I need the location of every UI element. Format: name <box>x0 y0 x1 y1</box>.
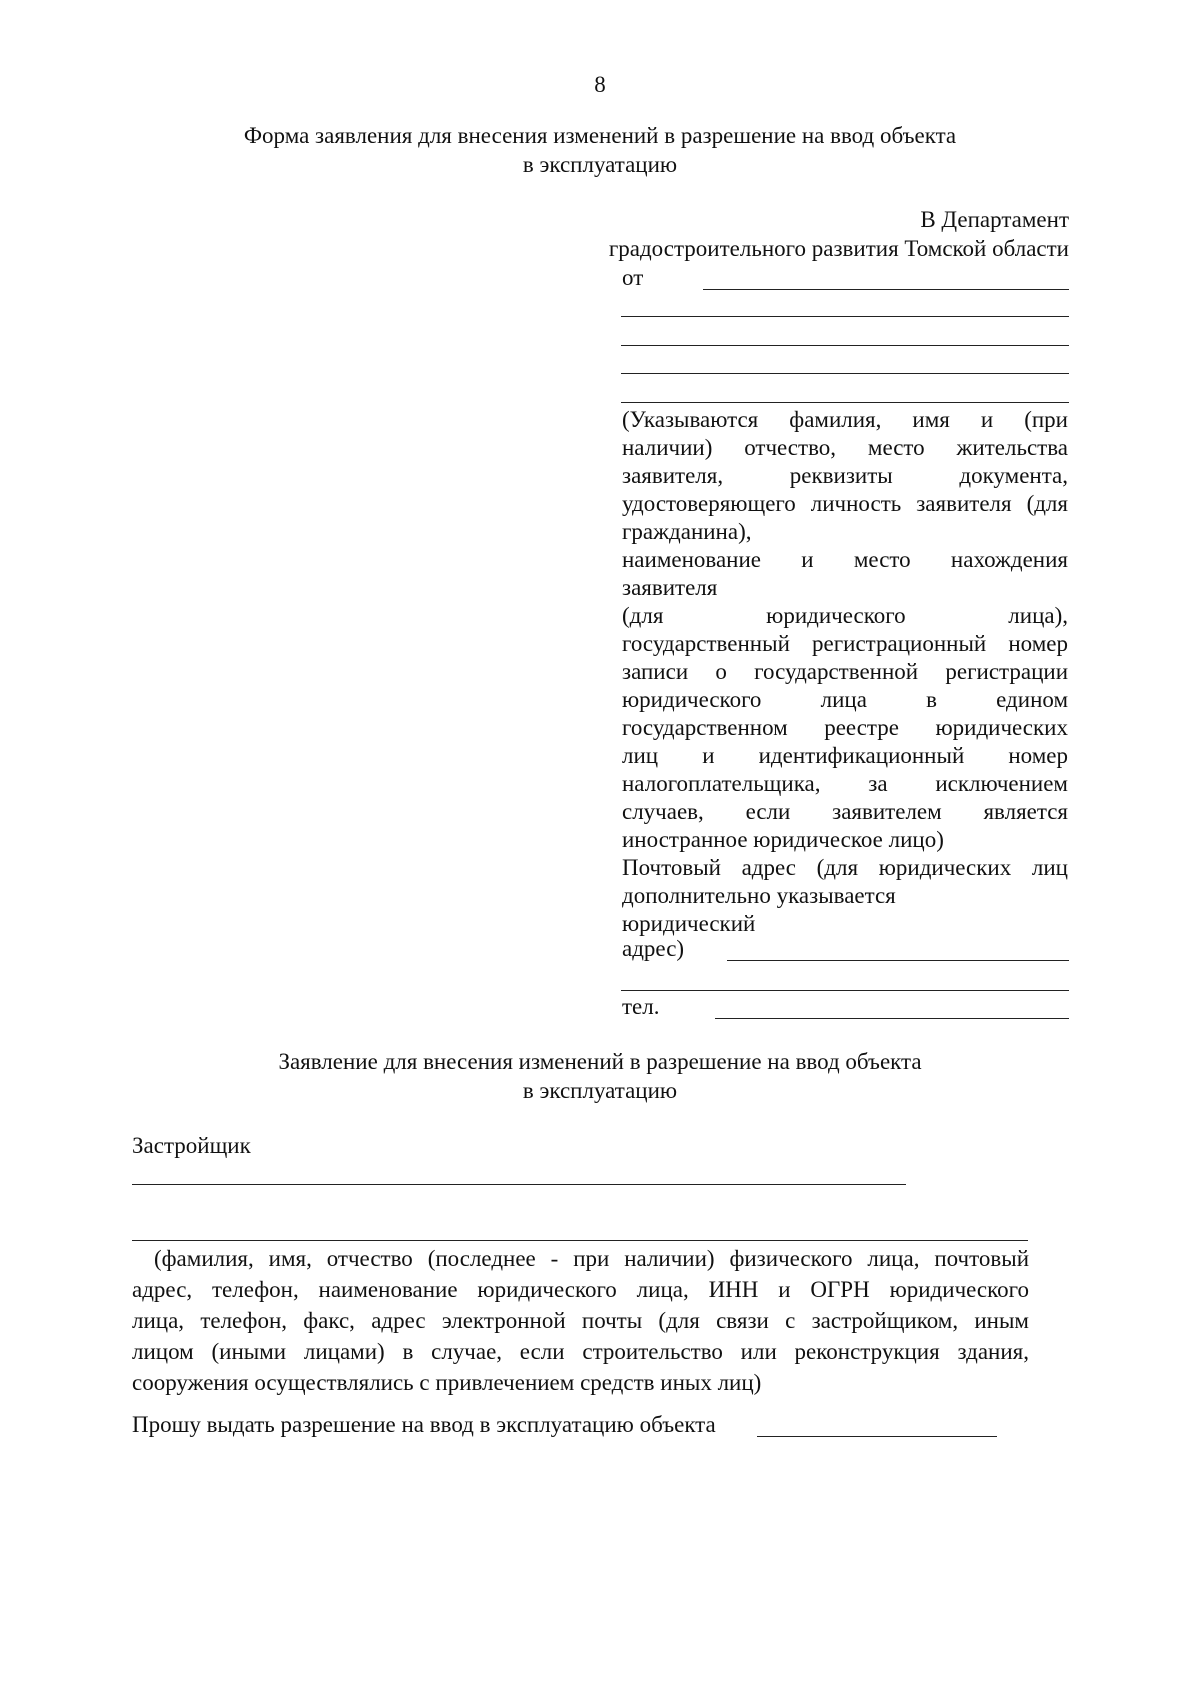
developer-note-line: адрес, телефон, наименование юридического лица, ИНН и ОГРН юридического <box>132 1277 1029 1302</box>
applicant-note-line: случаев, если заявителем является <box>622 799 1068 824</box>
applicant-note-line: государственный регистрационный номер <box>622 631 1068 656</box>
applicant-note-line: заявителя, реквизиты документа, <box>622 463 1068 488</box>
developer-field-line-1[interactable] <box>132 1184 906 1185</box>
applicant-blank-line-3[interactable] <box>621 373 1069 374</box>
from-label: от <box>622 265 644 290</box>
applicant-note-line: лиц и идентификационный номер <box>622 743 1068 768</box>
applicant-note-line: (Указываются фамилия, имя и (при <box>622 407 1068 432</box>
statement-title-line2: в эксплуатацию <box>522 1078 678 1103</box>
applicant-note-line: удостоверяющего личность заявителя (для <box>622 491 1068 516</box>
from-field-line[interactable] <box>703 289 1069 290</box>
applicant-note-line: наличии) отчество, место жительства <box>622 435 1068 460</box>
address-field-line[interactable] <box>727 960 1069 961</box>
applicant-note-line: (для юридического лица), <box>622 603 1068 628</box>
applicant-note-line: гражданина), <box>622 519 752 544</box>
developer-note <box>132 1243 1029 1398</box>
page-number: 8 <box>594 72 606 97</box>
phone-field-line[interactable] <box>715 1018 1069 1019</box>
applicant-note-line: заявителя <box>622 575 718 600</box>
object-field-line[interactable] <box>757 1436 997 1437</box>
form-title-line2: в эксплуатацию <box>522 152 678 177</box>
phone-label: тел. <box>622 994 660 1019</box>
developer-note-line: сооружения осуществлялись с привлечением средств иных лиц) <box>132 1370 762 1395</box>
applicant-blank-line-4[interactable] <box>621 402 1069 403</box>
developer-label: Застройщик <box>132 1133 251 1158</box>
applicant-note-line: Почтовый адрес (для юридических лиц <box>622 855 1068 880</box>
applicant-note-line: налогоплательщика, за исключением <box>622 771 1068 796</box>
applicant-note-line: записи о государственной регистрации <box>622 659 1068 684</box>
address-label: адрес) <box>622 936 685 961</box>
applicant-note <box>622 406 1068 938</box>
applicant-blank-line-1[interactable] <box>621 316 1069 317</box>
applicant-note-line: юридического лица в едином <box>622 687 1068 712</box>
statement-title-line1: Заявление для внесения изменений в разрешение на ввод объекта <box>278 1049 922 1074</box>
applicant-note-line: наименование и место нахождения <box>622 547 1068 572</box>
applicant-note-line: иностранное юридическое лицо) <box>622 827 944 852</box>
address-blank-line[interactable] <box>621 990 1069 991</box>
applicant-note-line: юридический <box>622 911 756 936</box>
applicant-note-line: государственном реестре юридических <box>622 715 1068 740</box>
addressee-line1: В Департамент <box>920 207 1069 232</box>
applicant-note-line: дополнительно указывается <box>622 883 896 908</box>
form-title-line1: Форма заявления для внесения изменений в разрешение на ввод объекта <box>243 123 957 148</box>
applicant-blank-line-2[interactable] <box>621 345 1069 346</box>
developer-note-line: лицом (иными лицами) в случае, если строительство или реконструкция здания, <box>132 1339 1029 1364</box>
addressee-line2: градостроительного развития Томской области <box>608 236 1069 261</box>
developer-field-line-2[interactable] <box>132 1240 1028 1241</box>
request-text: Прошу выдать разрешение на ввод в эксплуатацию объекта <box>132 1412 716 1437</box>
developer-note-line: (фамилия, имя, отчество (последнее - при наличии) физического лица, почтовый <box>154 1246 1029 1271</box>
developer-note-line: лица, телефон, факс, адрес электронной почты (для связи с застройщиком, иным <box>132 1308 1029 1333</box>
